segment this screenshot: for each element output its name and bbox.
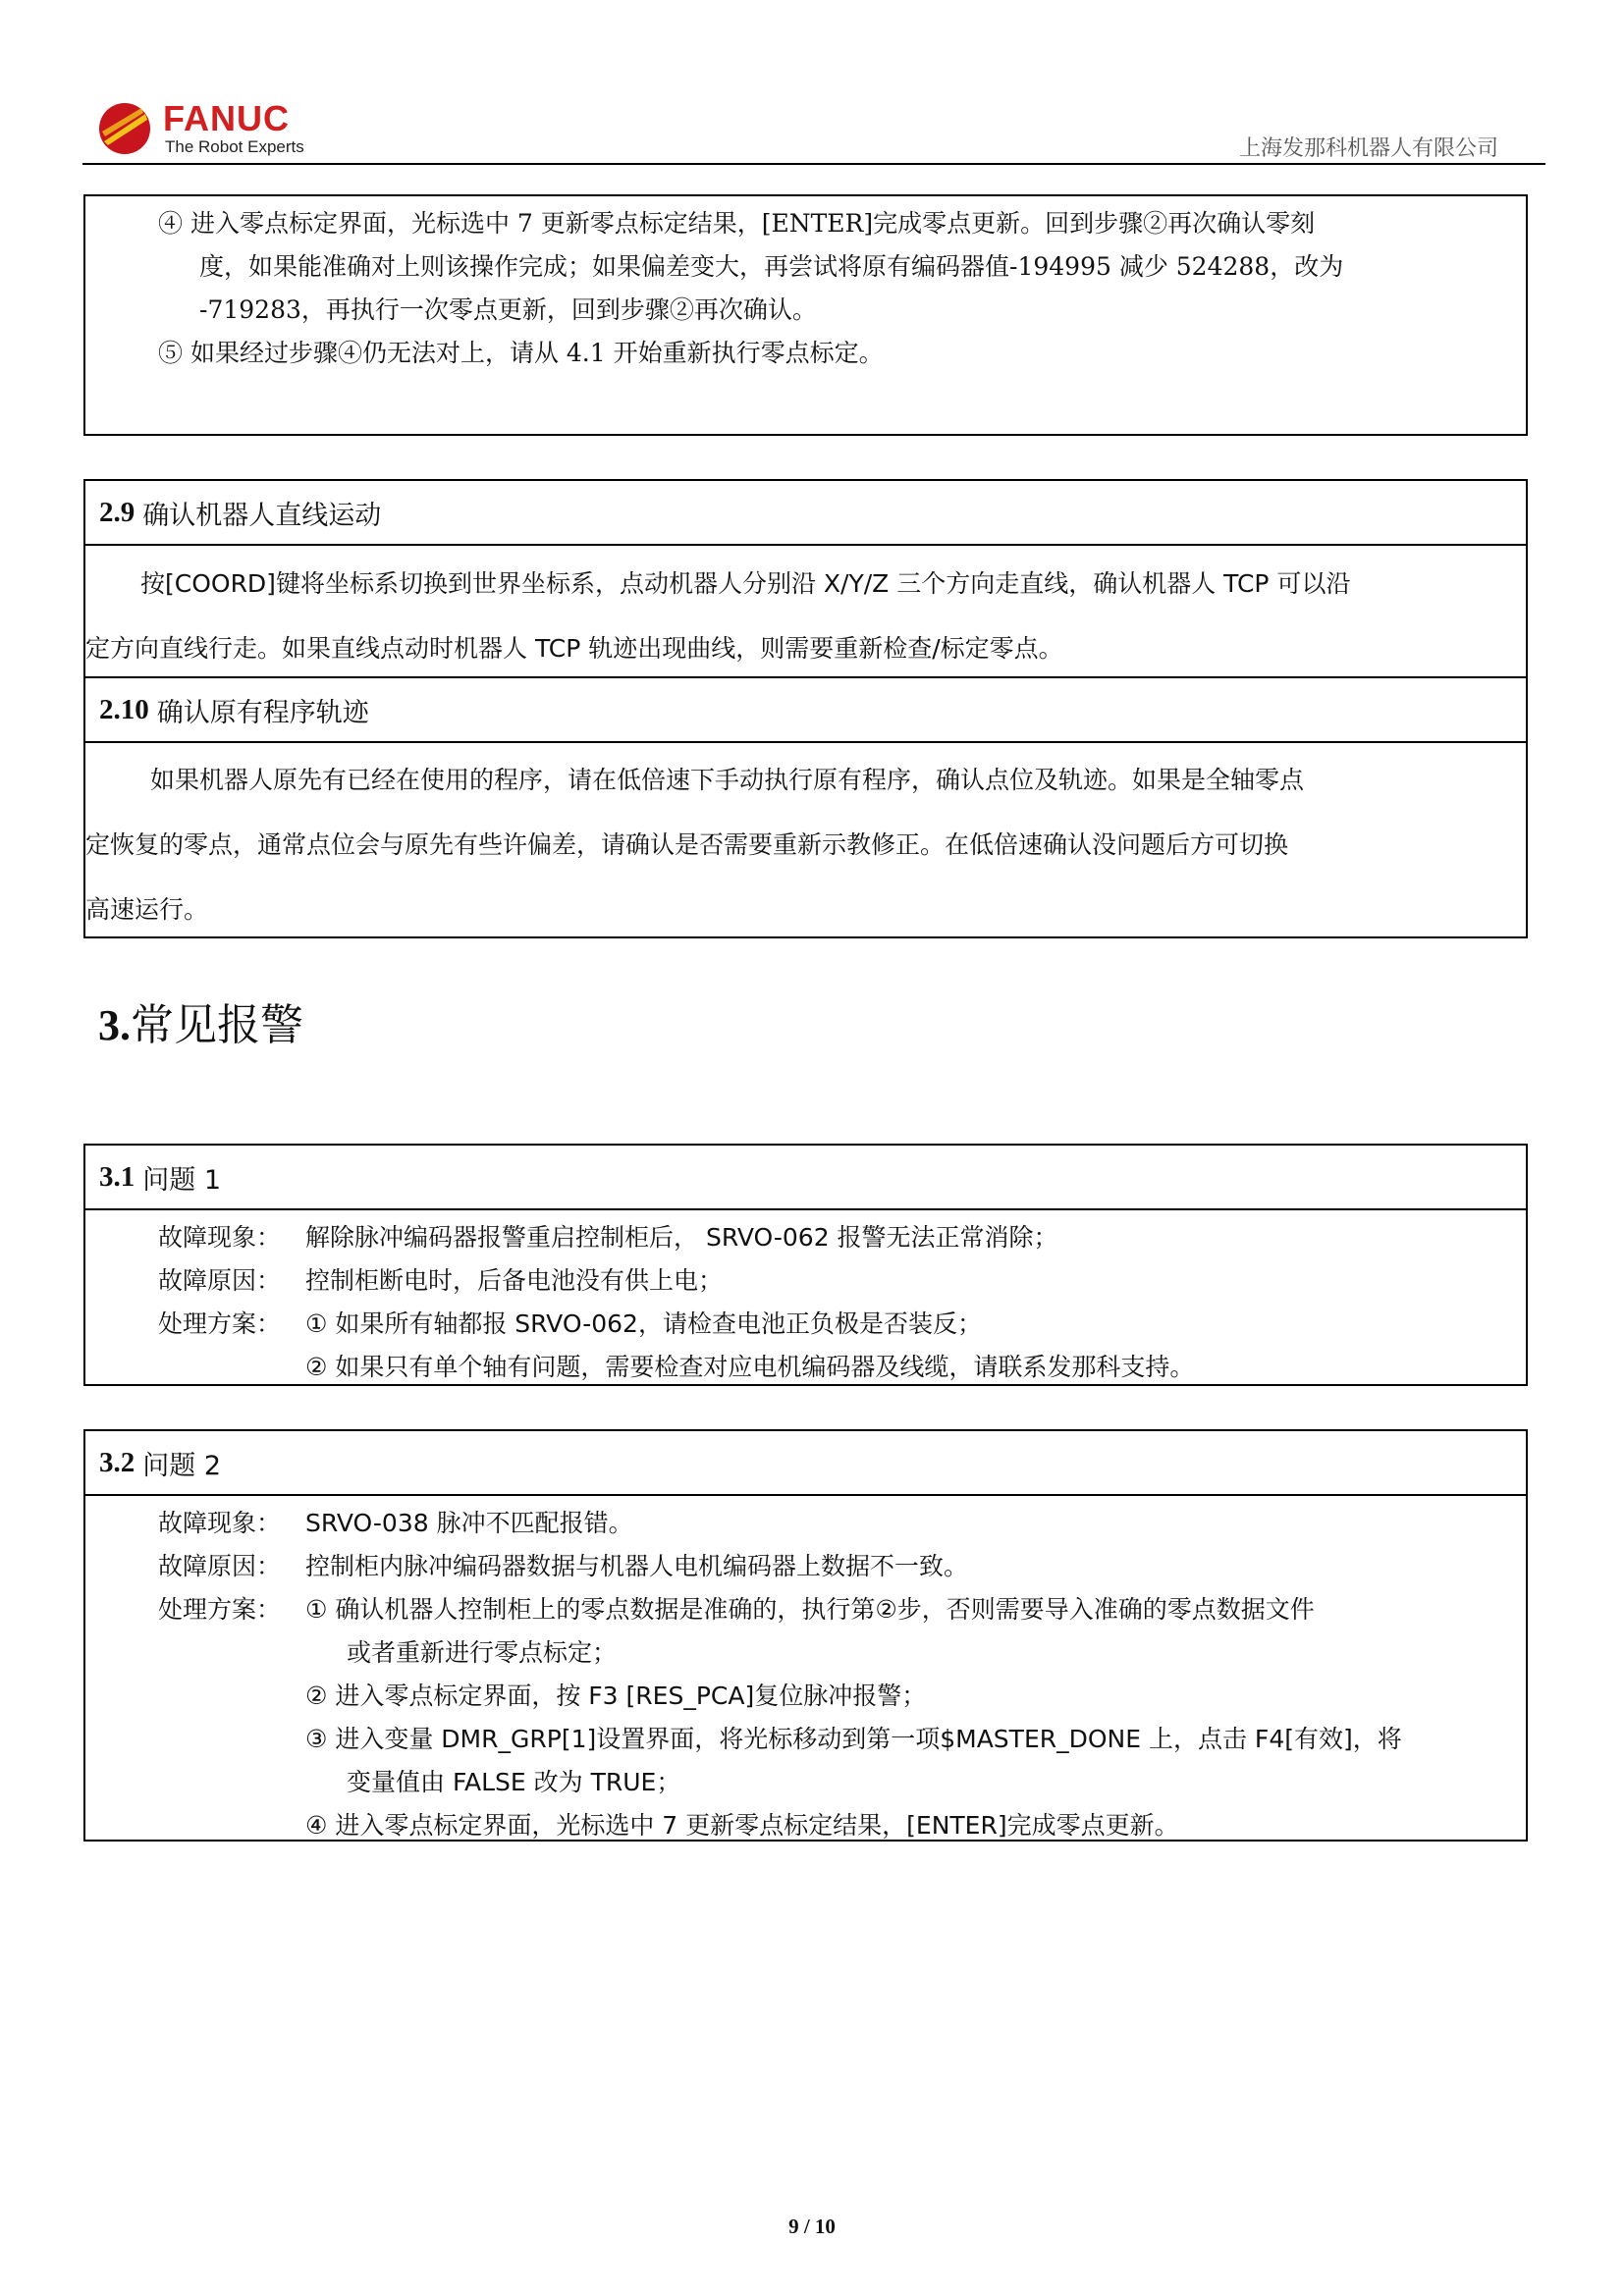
section-2-9-heading: 2.9 确认机器人直线运动: [85, 481, 1526, 546]
company-name: 上海发那科机器人有限公司: [1238, 136, 1498, 161]
section-2-10-heading: 2.10 确认原有程序轨迹: [85, 678, 1526, 743]
issue-2-solution-1-cont: 或者重新进行零点标定；: [347, 1638, 618, 1667]
issue-1-solution-1: 处理方案： ① 如果所有轴都报 SRVO-062，请检查电池正负极是否装反；: [158, 1309, 982, 1338]
step-4-line-1: ④ 进入零点标定界面，光标选中 7 更新零点标定结果，[ENTER]完成零点更新。回到步骤②再次确认零刻: [158, 209, 1316, 238]
page-number: 9 / 10: [788, 2215, 836, 2238]
section-2-10-line-2: 定恢复的零点，通常点位会与原先有些许偏差，请确认是否需要重新示教修正。在低倍速确认没问题后方可切换: [85, 830, 1289, 859]
issue-1-box: [83, 1144, 1528, 1386]
header-divider: [82, 163, 1545, 165]
issue-2-solution-2: ② 进入零点标定界面，按 F3 [RES_PCA]复位脉冲报警；: [305, 1682, 927, 1710]
continuation-box: [83, 194, 1528, 436]
issue-2-box: [83, 1429, 1528, 1842]
issue-2-solution-3: ③ 进入变量 DMR_GRP[1]设置界面，将光标移动到第一项$MASTER_DONE 上，点击 F4[有效]，将: [305, 1725, 1402, 1753]
issue-2-phenomenon: 故障现象： SRVO-038 脉冲不匹配报错。: [158, 1509, 633, 1537]
step-4-line-3: -719283，再执行一次零点更新，回到步骤②再次确认。: [199, 295, 817, 324]
step-5-line: ⑤ 如果经过步骤④仍无法对上，请从 4.1 开始重新执行零点标定。: [158, 339, 884, 367]
issue-2-solution-3-cont: 变量值由 FALSE 改为 TRUE；: [347, 1768, 681, 1796]
issue-1-heading: 3.1 问题 1: [85, 1146, 1526, 1210]
section-3-heading: 3.常见报警: [98, 1000, 303, 1050]
issue-2-solution-1: 处理方案： ① 确认机器人控制柜上的零点数据是准确的，执行第②步，否则需要导入准确的零点数据文件: [158, 1595, 1315, 1624]
section-2-9-body: [85, 552, 1530, 681]
issue-1-phenomenon: 故障现象： 解除脉冲编码器报警重启控制柜后， SRVO-062 报警无法正常消除；: [158, 1223, 1058, 1252]
issue-1-cause: 故障原因： 控制柜断电时，后备电池没有供上电；: [158, 1266, 724, 1295]
section-2-9-line-1: 按[COORD]键将坐标系切换到世界坐标系，点动机器人分别沿 X/Y/Z 三个方向走直线，确认机器人 TCP 可以沿: [140, 569, 1351, 598]
sections-2-9-2-10-box: [83, 479, 1528, 938]
issue-2-cause: 故障原因： 控制柜内脉冲编码器数据与机器人电机编码器上数据不一致。: [158, 1552, 969, 1580]
logo-tagline: The Robot Experts: [165, 137, 304, 156]
section-2-10-line-3: 高速运行。: [85, 895, 209, 924]
section-2-9-line-2: 定方向直线行走。如果直线点动时机器人 TCP 轨迹出现曲线，则需要重新检查/标定零点。: [85, 634, 1063, 663]
section-2-10-line-1: 如果机器人原先有已经在使用的程序，请在低倍速下手动执行原有程序，确认点位及轨迹。如果是全轴零点: [150, 766, 1305, 794]
section-2-10-body: [85, 748, 1530, 942]
step-4-line-2: 度，如果能准确对上则该操作完成；如果偏差变大，再尝试将原有编码器值-194995 减少 524288，改为: [199, 252, 1344, 281]
issue-2-heading: 3.2 问题 2: [85, 1431, 1526, 1496]
issue-1-solution-2: ② 如果只有单个轴有问题，需要检查对应电机编码器及线缆，请联系发那科支持。: [305, 1353, 1195, 1381]
logo-wordmark: FANUC: [163, 98, 290, 138]
issue-2-solution-4: ④ 进入零点标定界面，光标选中 7 更新零点标定结果，[ENTER]完成零点更新。: [305, 1811, 1179, 1840]
